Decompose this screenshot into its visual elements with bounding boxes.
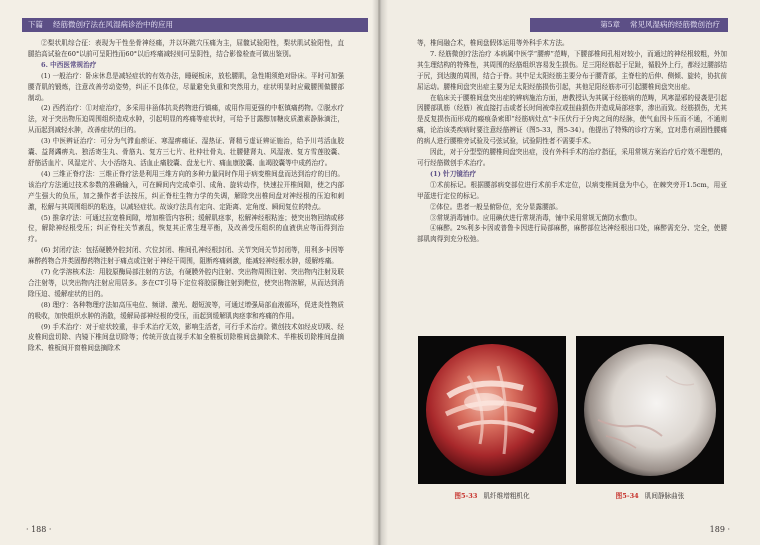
right-header-title: 常见风湿病的经筋微创治疗 [630, 20, 720, 29]
left-header-title: 经筋微创疗法在风湿病诊治中的应用 [53, 20, 173, 29]
paragraph: (9) 手术治疗：对于症状较重，非手术治疗无效，影响生活者，可行手术治疗。微创技术如经皮切吸、经皮椎间盘切除、内镜下椎间盘切除等；传统开放直视手术如全椎板切除椎间盘摘除术、半椎板切除椎间盘摘除术、椎板间开窗椎间盘摘除术 [28, 322, 344, 353]
paragraph: (8) 理疗：各种物理疗法如高压电位、频谱、激光、超短波等，可通过增强局部血液循环，促进炎性物质的吸收，加快组织水肿的消散，缓解局部神经根的受压，而起到缓解肌肉痉挛和疼痛的作用。 [28, 300, 344, 320]
paragraph: (2) 西药治疗：①对症治疗，多采用非甾体抗炎药物进行镇痛，或用作用更强的中枢镇痛药物。②脱水疗法，对于突出物压迫周围组织造成水肿，引起明显的疼痛等症状时，可给予甘露醇加糖皮质激素静脉滴注，从而起到减轻水肿，改善症状的目的。 [28, 104, 344, 135]
figure-caption [576, 490, 724, 500]
paragraph: ③常规消毒铺巾。应用碘伏进行常规消毒，铺中采用常规无菌防水敷巾。 [430, 213, 641, 222]
left-page-number: · 188 · [26, 525, 52, 534]
figure-number: 图5-34 [615, 492, 639, 500]
figure-caption [418, 490, 566, 500]
right-body-text [417, 38, 727, 245]
endoscopic-photo-veins [576, 336, 724, 484]
book-gutter [372, 0, 388, 545]
paragraph: ④麻醉。2%利多卡因或普鲁卡因进行局部麻醉，麻醉部位达神经根出口处，麻醉需充分、完全，使腰部肌肉得到充分松弛。 [417, 224, 727, 244]
figure-row [418, 336, 724, 511]
right-page-number: 189 · [709, 525, 730, 534]
section-heading: 6. 中西医常规治疗 [41, 60, 97, 69]
right-header-chapter: 第5章 [600, 20, 620, 29]
paragraph: ①术前标记。根据腰部病变部位进行术前手术定位，以病变椎间盘为中心，在棘突旁开1.5cm，用亚甲蓝进行定位的标记。 [417, 180, 727, 200]
left-header-part: 下篇 [28, 20, 43, 29]
figure-5-33 [418, 336, 566, 500]
paragraph: (6) 封闭疗法：包括硬膜外腔封闭、穴位封闭、椎间孔神经根封闭、关节突间关节封闭等，用利多卡因等麻醉药物合并类固醇药物注射于痛点或注射于神经干周围，阻断疼痛刺激，能减轻神经根水肿，缓解疼痛。 [28, 246, 344, 266]
paragraph: ②梨状肌综合征：表现为干性坐骨神经痛，并以环跳穴压痛为主，屈髋试验阳性，梨状肌试验阳性，直腿抬高试验在60°以前可呈阳性而60°以后疼痛减轻则可呈阴性，结合影像检查可做出鉴别。 [28, 39, 344, 58]
figure-caption-text: 肌纤维增粗机化 [483, 492, 530, 500]
paragraph: (7) 化学溶核术法：用胶原酶局部注射的方法，有硬膜外腔内注射、突出物周围注射、突出物内注射及联合注射等，以突出物内注射应用居多。多在CT引导下定位将胶原酶注射到靶位，使突出物溶解，从而达到消除压迫、缓解症状的目的。 [28, 268, 344, 298]
endoscopic-photo-fibers [418, 336, 566, 484]
paragraph: ②体位。患者一般呈俯卧位，充分显露腰部。 [430, 202, 562, 211]
figure-number: 图5-33 [454, 492, 478, 500]
paragraph: (4) 三维正脊疗法：三维正脊疗法是利用三维方向的多种力量同时作用于病变椎间盘而达到治疗的目的。该治疗方法通过技术参数的准确输入，可在瞬间内完成牵引、成角、旋转动作，快速拉开椎间隙，使之内部产生强大的负压，加之操作者手法按压，纠正脊柱生物力学的失调，解除突出椎间盘对神经根的压迫和刺激，松解与其周围组织的粘连，以减轻症状。故该疗法具有定向、定距离、定角度、瞬间复位的特点。 [28, 169, 344, 211]
left-page [0, 0, 378, 545]
paragraph: (1) 一般治疗：卧床休息是减轻症状的有效办法，睡硬板床，放松腰肌，急性期须绝对卧床。平时可加强腰背肌的锻炼，注意改善劳动姿势，纠正不良体位，尽量避免负重和突然用力，症状明显时应戴腰围做腰部制动。 [28, 71, 344, 102]
left-body-text [28, 38, 344, 354]
left-running-header [22, 18, 368, 32]
figure-caption-text: 肌间静脉曲张 [644, 492, 685, 500]
right-page [380, 0, 760, 545]
figure-5-34 [576, 336, 724, 500]
paragraph: 在临床关于腰椎间盘突出症的辨病施治方面，唐教授认为其属于经筋病的范畴，风寒湿邪的侵袭是引起因腰部肌筋（经筋）被直接打击或者长时间被牵拉或扭曲损伤并造成局部痉挛，渗出而致。经筋损伤，尤其是反复损伤而形成的瘢痕条索即“经筋病灶点”卡压伏行于分肉之间的经脉，使气血因卡压而不通，不通则痛，论治该类疾病时要注意经筋辨证（图5-33，图5-34）。他提出了特殊的诊疗方案，宜对患有顽固性腰痛的病人进行腰椎旁试验及弓弦试验，试验阴性者不需要手术。 [417, 93, 727, 146]
paragraph: 等，椎间融合术，椎间盘假体运用等外科手术方法。 [417, 39, 569, 47]
subsection-heading: (1) 针刀镜治疗 [430, 169, 477, 178]
paragraph: (5) 推拿疗法：可通过拉宽椎间隙，增加椎管内容积；缓解肌痉挛，松解神经根粘连；使突出物回纳或移位，解除神经根受压；纠正脊柱关节紊乱，恢复其正常生理平衡，及改善受压组织的血液供应等而得到治疗。 [28, 213, 344, 244]
paragraph: (3) 中医辨证治疗：可分为气滞血瘀证、寒湿痹痛证、湿热证、肾精亏虚证辨证施治，给予川芎活血胶囊、益肾蠲痹丸、独活寄生丸、骨筋丸、复方三七片、杜仲壮骨丸、壮腰健肾丸、风湿液、复方雪莲胶囊、舒筋活血片、风湿定片、大小活络丸、活血止痛胶囊、盘龙七片、痛血康胶囊、血竭胶囊等中成药治疗。 [28, 137, 344, 167]
paragraph: 7. 经筋微创疗法治疗 本病属中医学“腰痹”范畴，下腰部椎间孔相对较小，而通过的神经根较粗，外加其生理结构的特殊性，其周围的经筋组织容易发生损伤。足三阳经筋起于足趾，循股外上行，都经过腰部结于尻，到达腹的周围，结合于脊。其中足太阳经筋主要分布于腰背部，主脊柱的后伸、侧倾、旋转，协抗前屈运动。腰椎间盘突出症主要为足太阳经筋损伤引起，其他足阳经筋亦可引起腰椎间盘突出症。 [417, 49, 727, 91]
right-running-header [530, 18, 728, 32]
paragraph: 因此，对于分型型的腰椎间盘突出症，没有外科手术的治疗指征，采用常规方案治疗后疗效不理想的，可行经筋微创手术治疗。 [417, 148, 727, 167]
